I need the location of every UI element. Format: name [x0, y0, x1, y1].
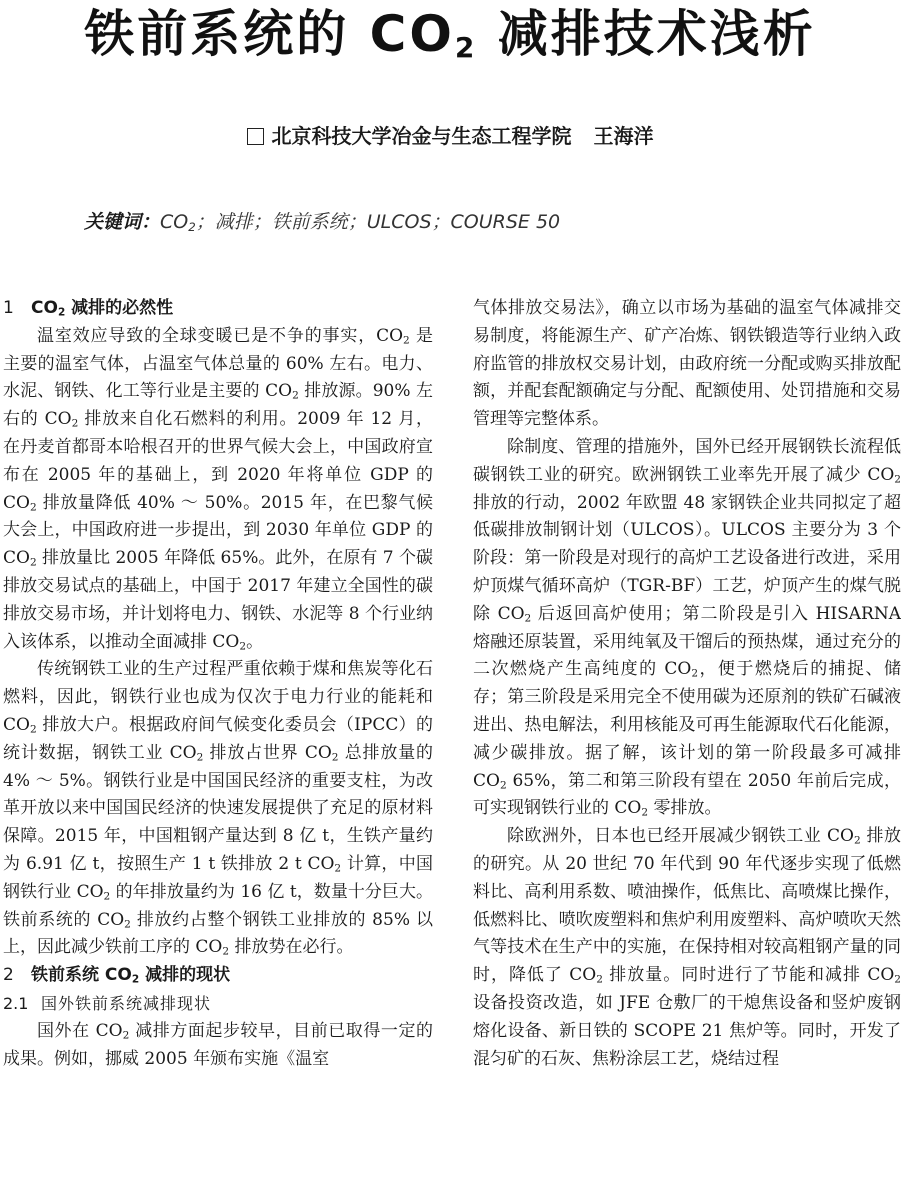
paragraph: 温室效应导致的全球变暖已是不争的事实，$CO_2$ 是主要的温室气体，占温室气体总量的 60% 左右。电力、水泥、钢铁、化工等行业是主要的 $CO_2$ 排放源。90% 左右的 $CO_2$ 排放来自化石燃料的利用。2009 年 12 月，在丹麦首都哥本哈根召开的世界气候大会上，中国政府宣布在 2005 年的基础上，到 2020 年将单位 GDP 的 $CO_2$ 排放量降低 40% ～ 50%。2015 年，在巴黎气候大会上，中国政府进一步提出，到 2030 年单位 GDP 的 $CO_2$ 排放量比 2005 年降低 65%。此外，在原有 7 个碳排放交易试点的基础上，中国于 2017 年建立全国性的碳排放交易市场，并计划将电力、钢铁、水泥等 8 个行业纳入该体系，以推动全面减排 $CO_2$。: [3, 325, 434, 653]
author-affiliation: [0, 123, 900, 149]
keywords: [84, 208, 560, 236]
left-column: [3, 295, 433, 1073]
paragraph: 除欧洲外，日本也已经开展减少钢铁工业 $CO_2$ 排放的研究。从 20 世纪 70 年代到 90 年代逐步实现了低燃料比、高利用系数、喷油操作，低焦比、高喷煤比操作，低燃料比、喷吹废塑料和焦炉利用废塑料、高炉喷吹天然气等技术在生产中的实施，在保持相对较高粗钢产量的同时，降低了 $CO_2$ 排放量。同时进行了节能和减排 $CO_2$ 设备投资改造，如 JFE 仓敷厂的干熄焦设备和竖炉废钢熔化设备、新日铁的 SCOPE 21 焦炉等。同时，开发了混匀矿的石灰、焦粉涂层工艺，烧结过程: [473, 826, 901, 1069]
section-1-heading: 1 $CO_2$ 减排的必然性: [3, 298, 174, 319]
section-2-heading: 2 铁前系统 $CO_2$ 减排的现状: [3, 965, 231, 986]
institution: 北京科技大学冶金与生态工程学院: [271, 124, 572, 148]
keywords-text: $CO_2$；减排；铁前系统；ULCOS；COURSE 50: [160, 211, 561, 234]
right-column: [473, 295, 901, 1073]
keywords-label: 关键词：: [84, 211, 161, 233]
paragraph: 国外在 $CO_2$ 减排方面起步较早，目前已取得一定的成果。例如，挪威 2005 年颁布实施《温室: [3, 1020, 434, 1069]
author-name: 王海洋: [593, 124, 654, 148]
paragraph: 除制度、管理的措施外，国外已经开展钢铁长流程低碳钢铁工业的研究。欧洲钢铁工业率先开展了减少 $CO_2$ 排放的行动，2002 年欧盟 48 家钢铁企业共同拟定了超低碳排放制钢计划（ULCOS）。ULCOS 主要分为 3 个阶段：第一阶段是对现行的高炉工艺设备进行改进，采用炉顶煤气循环高炉（TGR-BF）工艺，炉顶产生的煤气脱除 $CO_2$ 后返回高炉使用；第二阶段是引入 HISARNA 熔融还原装置，采用纯氧及干馏后的预热煤，通过充分的二次燃烧产生高纯度的 $CO_2$，便于燃烧后的捕捉、储存；第三阶段是采用完全不使用碳为还原剂的铁矿石碱液进出、热电解法，利用核能及可再生能源取代石化能源，减少碳排放。据了解，该计划的第一阶段最多可减排 $CO_2$ 65%，第二和第三阶段有望在 2050 年前后完成，可实现钢铁行业的 $CO_2$ 零排放。: [473, 436, 901, 819]
paragraph-continued: 气体排放交易法》，确立以市场为基础的温室气体减排交易制度，将能源生产、矿产冶炼、钢铁锻造等行业纳入政府监管的排放权交易计划，由政府统一分配或购买排放配额，并配套配额确定与分配、配额使用、处罚措施和交易管理等完整体系。: [473, 298, 901, 430]
paragraph: 传统钢铁工业的生产过程严重依赖于煤和焦炭等化石燃料，因此，钢铁行业也成为仅次于电力行业的能耗和 $CO_2$ 排放大户。根据政府间气候变化委员会（IPCC）的统计数据，钢铁工业 $CO_2$ 排放占世界 $CO_2$ 总排放量的 4% ～ 5%。钢铁行业是中国国民经济的重要支柱，为改革开放以来中国国民经济的快速发展提供了充足的原材料保障。2015 年，中国粗钢产量达到 8 亿 t，生铁产量约为 6.91 亿 t，按照生产 1 t 铁排放 2 t $CO_2$ 计算，中国钢铁行业 $CO_2$ 的年排放量约为 16 亿 t，数量十分巨大。铁前系统的 $CO_2$ 排放约占整个钢铁工业排放的 85% 以上，因此减少铁前工序的 $CO_2$ 排放势在必行。: [3, 659, 434, 958]
article-title: 铁前系统的 $CO_2$ 减排技术浅析: [84, 5, 816, 64]
square-bullet-icon: [247, 128, 264, 145]
subsection-2-1-heading: 2.1 国外铁前系统减排现状: [3, 993, 212, 1013]
